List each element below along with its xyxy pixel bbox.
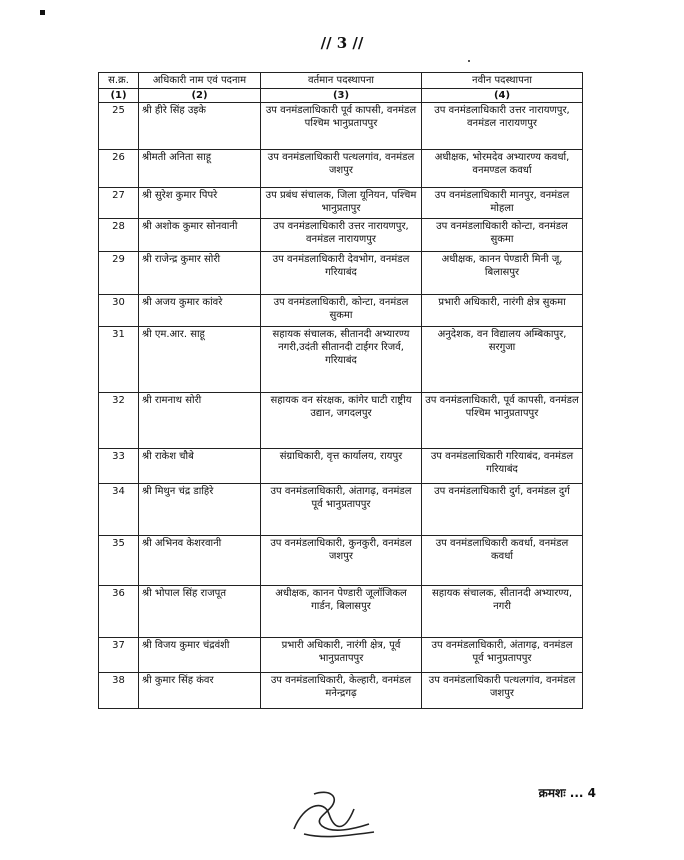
new-posting-cell: उप वनमंडलाधिकारी, पूर्व कापसी, वनमंडल पश्चिम भानुप्रतापपुर xyxy=(422,393,583,449)
new-posting-cell: उप वनमंडलाधिकारी गरियाबंद, वनमंडल गरियाबंद xyxy=(422,449,583,484)
new-posting-cell: उप वनमंडलाधिकारी दुर्ग, वनमंडल दुर्ग xyxy=(422,484,583,536)
current-posting-cell: उप वनमंडलाधिकारी पूर्व कापसी, वनमंडल पश्चिम भानुप्रतापपुर xyxy=(261,103,422,150)
current-posting-cell: उप वनमंडलाधिकारी पत्थलगांव, वनमंडल जशपुर xyxy=(261,150,422,188)
table-row xyxy=(99,252,583,295)
scan-speck xyxy=(468,60,470,62)
table-row xyxy=(99,327,583,393)
table-row xyxy=(99,188,583,219)
current-posting-cell: उप प्रबंध संचालक, जिला यूनियन, पश्चिम भानुप्रतापुर xyxy=(261,188,422,219)
column-number: (2) xyxy=(139,89,261,103)
serial-number-cell: 33 xyxy=(99,449,139,484)
table-row xyxy=(99,484,583,536)
serial-number-cell: 27 xyxy=(99,188,139,219)
officer-name-cell: श्री भोपाल सिंह राजपूत xyxy=(139,586,261,638)
table-row xyxy=(99,536,583,586)
serial-number-cell: 37 xyxy=(99,638,139,673)
header-officer-name: अधिकारी नाम एवं पदनाम xyxy=(139,73,261,89)
table-row xyxy=(99,295,583,327)
current-posting-cell: उप वनमंडलाधिकारी, अंतागढ़, वनमंडल पूर्व भानुप्रतापपुर xyxy=(261,484,422,536)
officer-name-cell: श्री राकेश चौबे xyxy=(139,449,261,484)
header-current-posting: वर्तमान पदस्थापना xyxy=(261,73,422,89)
new-posting-cell: सहायक संचालक, सीतानदी अभ्यारण्य, नगरी xyxy=(422,586,583,638)
serial-number-cell: 36 xyxy=(99,586,139,638)
transfer-table xyxy=(98,72,583,709)
current-posting-cell: उप वनमंडलाधिकारी, कोन्टा, वनमंडल सुकमा xyxy=(261,295,422,327)
serial-number-cell: 32 xyxy=(99,393,139,449)
new-posting-cell: अधीक्षक, कानन पेण्डारी मिनी जू, बिलासपुर xyxy=(422,252,583,295)
serial-number-cell: 38 xyxy=(99,673,139,709)
current-posting-cell: उप वनमंडलाधिकारी उत्तर नारायणपुर, वनमंडल नारायणपुर xyxy=(261,219,422,252)
column-number: (3) xyxy=(261,89,422,103)
current-posting-cell: संग्राधिकारी, वृत्त कार्यालय, रायपुर xyxy=(261,449,422,484)
new-posting-cell: उप वनमंडलाधिकारी कोन्टा, वनमंडल सुकमा xyxy=(422,219,583,252)
serial-number-cell: 25 xyxy=(99,103,139,150)
header-new-posting: नवीन पदस्थापना xyxy=(422,73,583,89)
current-posting-cell: उप वनमंडलाधिकारी, केल्हारी, वनमंडल मनेन्द्रगढ़ xyxy=(261,673,422,709)
current-posting-cell: प्रभारी अधिकारी, नारंगी क्षेत्र, पूर्व भानुप्रतापपुर xyxy=(261,638,422,673)
serial-number-cell: 30 xyxy=(99,295,139,327)
header-serial: स.क्र. xyxy=(99,73,139,89)
officer-name-cell: श्री सुरेश कुमार पिपरे xyxy=(139,188,261,219)
serial-number-cell: 35 xyxy=(99,536,139,586)
officer-name-cell: श्री हीरे सिंह उइके xyxy=(139,103,261,150)
continued-note: क्रमशः ... 4 xyxy=(538,786,596,800)
table-row xyxy=(99,393,583,449)
column-number-row xyxy=(99,89,583,103)
table-row xyxy=(99,449,583,484)
serial-number-cell: 28 xyxy=(99,219,139,252)
table-row xyxy=(99,103,583,150)
officer-name-cell: श्री अजय कुमार कांवरे xyxy=(139,295,261,327)
serial-number-cell: 34 xyxy=(99,484,139,536)
corner-mark xyxy=(40,10,45,15)
serial-number-cell: 29 xyxy=(99,252,139,295)
table-row xyxy=(99,586,583,638)
signature-scribble xyxy=(284,784,384,844)
officer-name-cell: श्री कुमार सिंह कंवर xyxy=(139,673,261,709)
table-row xyxy=(99,219,583,252)
officer-name-cell: श्री विजय कुमार चंद्रवंशी xyxy=(139,638,261,673)
current-posting-cell: उप वनमंडलाधिकारी, कुनकुरी, वनमंडल जशपुर xyxy=(261,536,422,586)
table-row xyxy=(99,638,583,673)
serial-number-cell: 31 xyxy=(99,327,139,393)
officer-name-cell: श्री एम.आर. साहू xyxy=(139,327,261,393)
new-posting-cell: उप वनमंडलाधिकारी उत्तर नारायणपुर, वनमंडल नारायणपुर xyxy=(422,103,583,150)
new-posting-cell: उप वनमंडलाधिकारी, अंतागढ़, वनमंडल पूर्व भानुप्रतापपुर xyxy=(422,638,583,673)
officer-name-cell: श्री राजेन्द्र कुमार सोरी xyxy=(139,252,261,295)
current-posting-cell: सहायक वन संरक्षक, कांगेर घाटी राष्ट्रीय उद्यान, जगदलपुर xyxy=(261,393,422,449)
officer-name-cell: श्रीमती अनिता साहू xyxy=(139,150,261,188)
table-row xyxy=(99,150,583,188)
new-posting-cell: उप वनमंडलाधिकारी पत्थलगांव, वनमंडल जशपुर xyxy=(422,673,583,709)
new-posting-cell: अधीक्षक, भोरमदेव अभ्यारण्य कवर्धा, वनमण्डल कवर्धा xyxy=(422,150,583,188)
officer-name-cell: श्री मिथुन चंद्र डाहिरे xyxy=(139,484,261,536)
table-row xyxy=(99,673,583,709)
current-posting-cell: सहायक संचालक, सीतानदी अभ्यारण्य नगरी,उदंती सीतानदी टाईगर रिजर्व, गरियाबंद xyxy=(261,327,422,393)
serial-number-cell: 26 xyxy=(99,150,139,188)
officer-name-cell: श्री अभिनव केशरवानी xyxy=(139,536,261,586)
page-number: // 3 // xyxy=(320,34,364,52)
officer-name-cell: श्री अशोक कुमार सोनवानी xyxy=(139,219,261,252)
column-number: (4) xyxy=(422,89,583,103)
column-number: (1) xyxy=(99,89,139,103)
table-header-row xyxy=(99,73,583,89)
new-posting-cell: उप वनमंडलाधिकारी कवर्धा, वनमंडल कवर्धा xyxy=(422,536,583,586)
new-posting-cell: उप वनमंडलाधिकारी मानपुर, वनमंडल मोहला xyxy=(422,188,583,219)
new-posting-cell: प्रभारी अधिकारी, नारंगी क्षेत्र सुकमा xyxy=(422,295,583,327)
new-posting-cell: अनुदेशक, वन विद्यालय अम्बिकापुर, सरगुजा xyxy=(422,327,583,393)
current-posting-cell: अधीक्षक, कानन पेण्डारी जूलॉजिकल गार्डन, बिलासपुर xyxy=(261,586,422,638)
officer-name-cell: श्री रामनाथ सोरी xyxy=(139,393,261,449)
current-posting-cell: उप वनमंडलाधिकारी देवभोग, वनमंडल गरियाबंद xyxy=(261,252,422,295)
